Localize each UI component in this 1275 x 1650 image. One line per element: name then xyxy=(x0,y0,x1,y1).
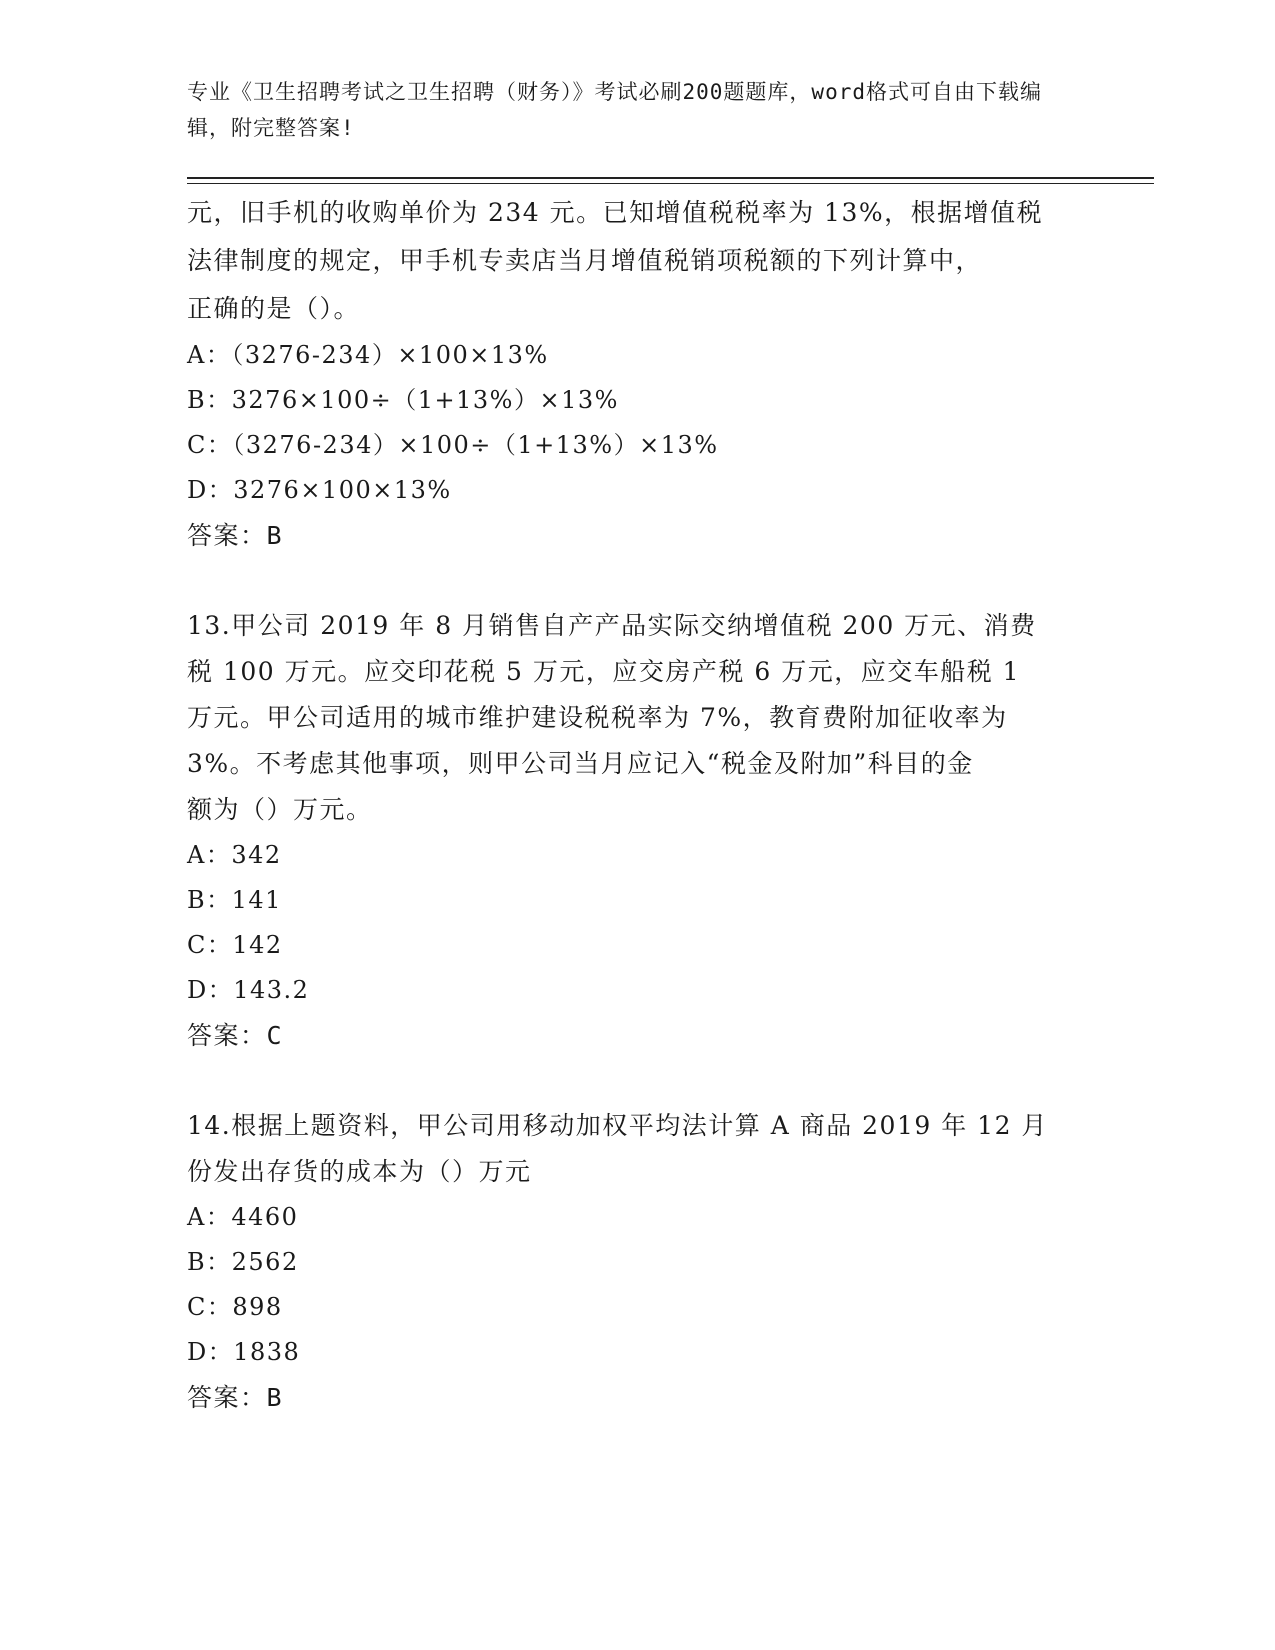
option-a: A：342 xyxy=(187,841,282,869)
option-c: C：898 xyxy=(187,1293,283,1321)
question-text xyxy=(187,603,1087,833)
option-b: B：141 xyxy=(187,886,282,914)
option-d: D：1838 xyxy=(187,1338,301,1366)
question-line: 法律制度的规定，甲手机专卖店当月增值税销项税额的下列计算中， xyxy=(187,246,983,275)
question-line: 元，旧手机的收购单价为 234 元。已知增值税税率为 13%，根据增值税 xyxy=(187,198,1044,227)
option-b: B：3276×100÷（1+13%）×13% xyxy=(187,386,619,414)
question-line: 额为（）万元。 xyxy=(187,795,373,824)
answer-line: 答案：B xyxy=(187,1383,284,1412)
header-divider-thin xyxy=(187,183,1154,184)
header-divider-thick xyxy=(187,177,1154,179)
option-c: C：（3276-234）×100÷（1+13%）×13% xyxy=(187,431,719,459)
answer-line: 答案：C xyxy=(187,1021,284,1050)
question-text xyxy=(187,1103,1087,1195)
option-d: D：143.2 xyxy=(187,976,310,1004)
option-c: C：142 xyxy=(187,931,283,959)
question-line: 13.甲公司 2019 年 8 月销售自产产品实际交纳增值税 200 万元、消费 xyxy=(187,611,1037,640)
question-list xyxy=(187,189,1087,1465)
option-d: D：3276×100×13% xyxy=(187,476,452,504)
question-line: 正确的是（）。 xyxy=(187,294,361,323)
question-12-continued xyxy=(187,189,1087,559)
question-13 xyxy=(187,603,1087,1059)
question-line: 14.根据上题资料，甲公司用移动加权平均法计算 A 商品 2019 年 12 月 xyxy=(187,1111,1048,1140)
question-line: 3%。不考虑其他事项，则甲公司当月应记入“税金及附加”科目的金 xyxy=(187,749,974,778)
header-title: 专业《卫生招聘考试之卫生招聘（财务）》考试必刷200题题库，word格式可自由下载编辑，附完整答案! xyxy=(187,80,1042,140)
question-line: 万元。甲公司适用的城市维护建设税税率为 7%，教育费附加征收率为 xyxy=(187,703,1008,732)
question-14 xyxy=(187,1103,1087,1421)
question-line: 税 100 万元。应交印花税 5 万元，应交房产税 6 万元，应交车船税 1 xyxy=(187,657,1021,686)
option-a: A：4460 xyxy=(187,1203,299,1231)
question-line: 份发出存货的成本为（）万元 xyxy=(187,1157,532,1186)
question-text xyxy=(187,189,1087,333)
answer-line: 答案：B xyxy=(187,521,284,550)
document-header xyxy=(187,74,1067,146)
option-b: B：2562 xyxy=(187,1248,299,1276)
option-a: A：（3276-234）×100×13% xyxy=(187,341,549,369)
